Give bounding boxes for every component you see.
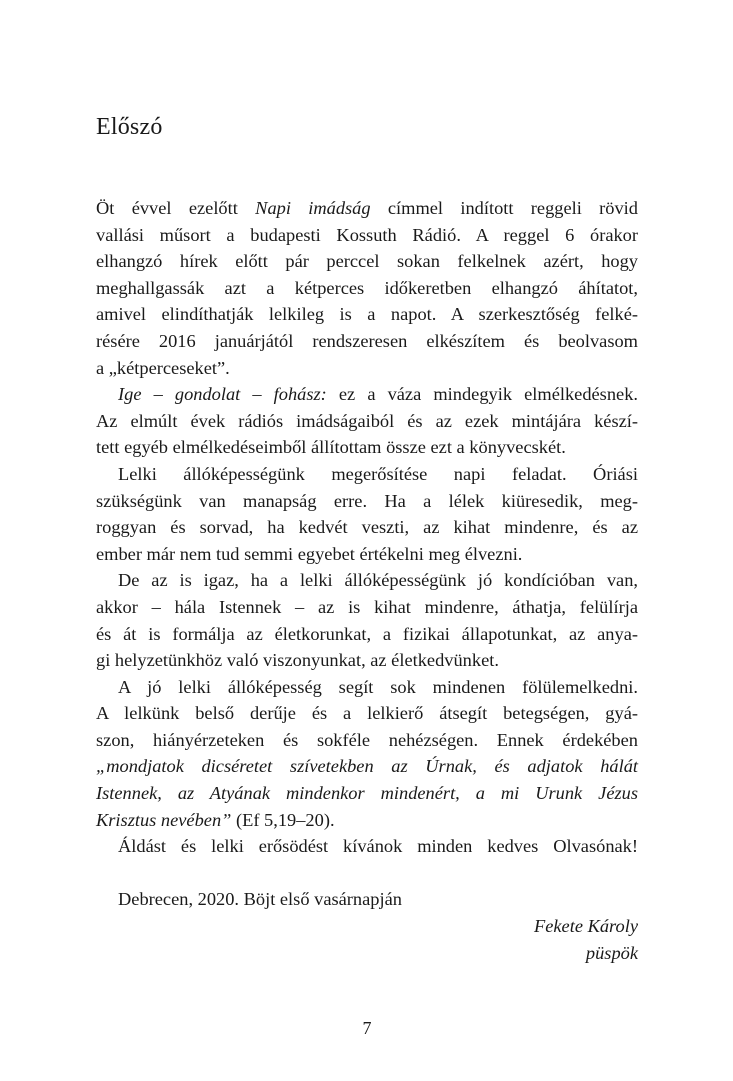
bible-quote-end: Krisztus nevében” [96, 809, 232, 830]
bible-quote-line: Istennek, az Atyának mindenkor mindenért, a mi Urunk Jézus [96, 783, 638, 804]
text-span: ez a váza mindegyik elmélkedésnek. [326, 384, 638, 405]
text-line: és át is formálja az életkorunkat, a fizikai állapotunkat, az anya- [96, 623, 638, 644]
text-line [96, 195, 638, 222]
text-line: Lelki állóképességünk megerősítése napi feladat. Óriási [118, 463, 638, 484]
italic-phrase: Ige – gondolat – fohász: [118, 384, 327, 405]
text-line [96, 807, 638, 834]
text-line: A jó lelki állóképesség segít sok mindenen fölülemelkedni. [118, 676, 638, 697]
paragraph-6 [96, 833, 638, 860]
italic-title: Napi imádság [255, 198, 371, 218]
text-line: szükségünk van manapság erre. Ha a lélek kiüresedik, meg- [96, 490, 638, 511]
page-number: 7 [362, 1018, 372, 1038]
text-line: De az is igaz, ha a lelki állóképességünk jó kondícióban van, [118, 570, 638, 591]
text-span: Öt évvel ezelőtt [96, 198, 256, 218]
paragraph-5 [96, 674, 638, 834]
text-line: a „kétperceseket”. [96, 357, 230, 378]
text-line: elhangzó hírek előtt pár perccel sokan felkelnek azért, hogy [96, 251, 638, 272]
text-line: gi helyzetünkhöz való viszonyunkat, az életkedvünket. [96, 650, 499, 671]
text-line [96, 381, 638, 408]
text-line: akkor – hála Istennek – az is kihat mindenre, áthatja, felülírja [96, 596, 638, 617]
text-line: résére 2016 januárjától rendszeresen elkészítem és beolvasom [96, 330, 638, 351]
signature-name: Fekete Károly [534, 916, 638, 937]
text-line: roggyan és sorvad, ha kedvét veszti, az kihat mindenre, és az [96, 517, 638, 538]
text-line: szon, hiányérzeteken és sokféle nehézségen. Ennek érdekében [96, 729, 638, 750]
book-page [96, 0, 638, 1081]
text-line: amivel elindíthatják lelkileg is a napot. A szerkesztőség felké- [96, 304, 638, 325]
paragraph-4 [96, 567, 638, 673]
bible-reference: (Ef 5,19–20). [231, 809, 335, 830]
spacer [96, 860, 638, 887]
signature-role: püspök [585, 942, 638, 963]
text-line: vallási műsort a budapesti Kossuth Rádió. A reggel 6 órakor [96, 224, 638, 245]
page-title: Előszó [96, 114, 163, 140]
paragraph-3 [96, 461, 638, 567]
dateline: Debrecen, 2020. Böjt első vasárnapján [118, 889, 402, 910]
text-line: meghallgassák azt a kétperces időkeretben elhangzó áhítatot, [96, 277, 638, 298]
paragraph-2 [96, 381, 638, 461]
paragraph-1 [96, 195, 638, 381]
dateline-paragraph [96, 886, 638, 913]
bible-quote-line: „mondjatok dicséretet szívetekben az Úrnak, és adjatok hálát [96, 756, 638, 777]
preface-body [96, 195, 638, 966]
text-line: A lelkünk belső derűje és a lelkierő átsegít betegségen, gyá- [96, 703, 638, 724]
text-line: ember már nem tud semmi egyebet értékelni meg élvezni. [96, 543, 523, 564]
text-span: címmel indított reggeli rövid [370, 198, 638, 218]
text-line: Áldást és lelki erősödést kívánok minden kedves Olvasónak! [118, 836, 638, 857]
text-line: Az elmúlt évek rádiós imádságaiból és az ezek mintájára készí- [96, 410, 638, 431]
text-line: tett egyéb elmélkedéseimből állítottam össze ezt a könyvecskét. [96, 437, 566, 458]
